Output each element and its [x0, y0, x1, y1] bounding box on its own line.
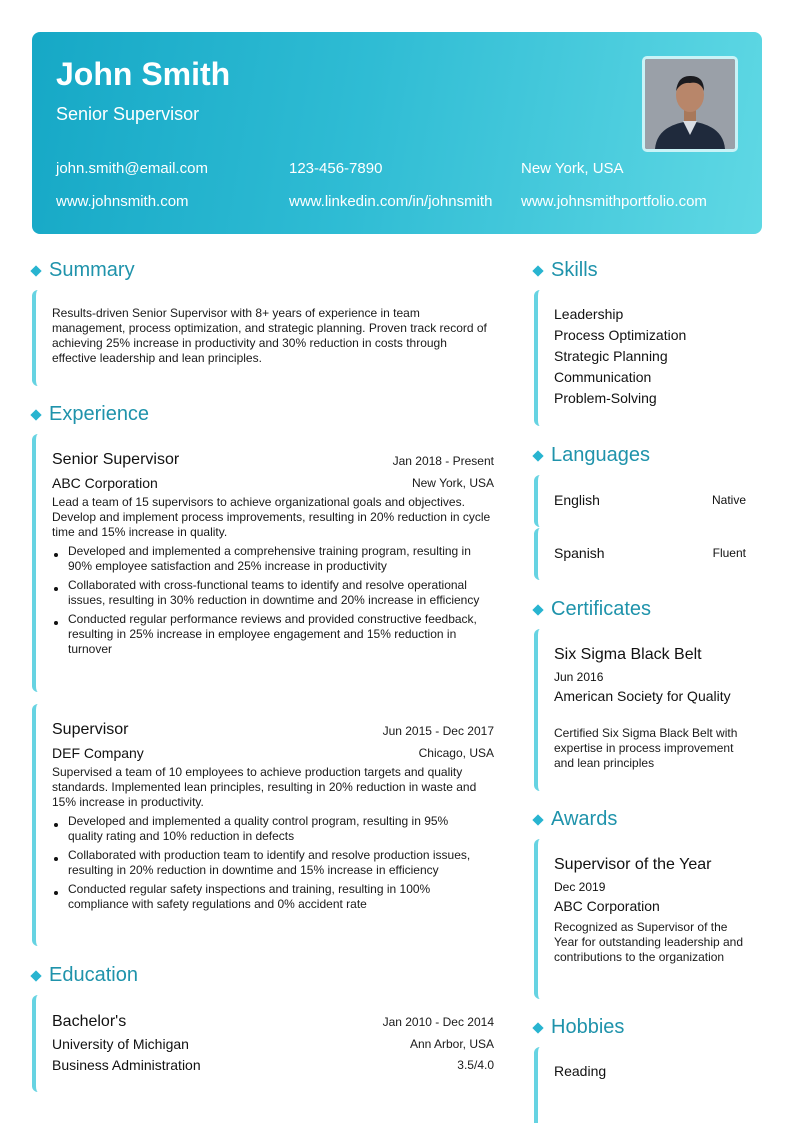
language-item [534, 528, 760, 580]
diamond-bullet-icon [532, 450, 543, 461]
certificate-name: Six Sigma Black Belt [554, 646, 702, 663]
portfolio-link[interactable]: www.johnsmithportfolio.com [521, 193, 707, 210]
experience-item-1 [32, 434, 502, 692]
diamond-bullet-icon [532, 814, 543, 825]
diamond-bullet-icon [532, 604, 543, 615]
achievement-item: Conducted regular safety inspections and training, resulting in 100% compliance with safety regulations and 0% accident rate [52, 882, 482, 912]
award-description: Recognized as Supervisor of the Year for outstanding leadership and contributions to the organization [554, 920, 744, 964]
hobbies-heading [532, 1016, 624, 1039]
job-location: Chicago, USA [418, 746, 494, 760]
diamond-bullet-icon [532, 265, 543, 276]
education-gpa: 3.5/4.0 [457, 1058, 494, 1072]
diamond-bullet-icon [30, 409, 41, 420]
email-link[interactable]: john.smith@email.com [56, 160, 208, 177]
languages-heading-text: Languages [551, 444, 650, 466]
job-location: New York, USA [411, 476, 494, 490]
job-dates: Jan 2018 - Present [392, 454, 494, 468]
profile-photo [642, 56, 738, 152]
achievement-item: Developed and implemented a quality control program, resulting in 95% quality rating and 10% reduction in defects [52, 814, 482, 844]
resume-header [32, 32, 762, 234]
achievement-item: Developed and implemented a comprehensive training program, resulting in 90% employee satisfaction and 25% increase in productivity [52, 544, 482, 574]
job-company: DEF Company [52, 745, 144, 761]
hobbies-block [534, 1047, 760, 1123]
certificates-heading [532, 598, 651, 621]
language-level: Native [711, 493, 746, 507]
experience-heading [30, 403, 149, 426]
candidate-name: John Smith [56, 56, 231, 92]
diamond-bullet-icon [532, 1022, 543, 1033]
experience-item-2 [32, 704, 502, 946]
language-name: English [554, 492, 600, 508]
award-date: Dec 2019 [554, 880, 606, 894]
education-dates: Jan 2010 - Dec 2014 [382, 1015, 494, 1029]
skill-item: Problem-Solving [554, 390, 657, 406]
job-title: Supervisor [52, 721, 129, 738]
summary-text: Results-driven Senior Supervisor with 8+ years of experience in team management, process optimization, and strategic planning. Proven track record of achieving 25% increase in productivity and 30% reduction in costs through effective leadership and lean principles. [52, 306, 487, 365]
languages-heading [532, 444, 650, 467]
certificate-date: Jun 2016 [554, 670, 604, 684]
skill-item: Strategic Planning [554, 348, 668, 364]
education-field: Business Administration [52, 1057, 201, 1073]
hobbies-heading-text: Hobbies [551, 1016, 625, 1038]
certificate-issuer: American Society for Quality [554, 688, 731, 704]
skills-heading [532, 259, 598, 282]
certificate-description: Certified Six Sigma Black Belt with expertise in process improvement and lean principles [554, 726, 738, 770]
language-level: Fluent [712, 546, 746, 560]
skill-item: Communication [554, 369, 652, 385]
location-text: New York, USA [521, 160, 624, 177]
awards-heading-text: Awards [551, 808, 618, 830]
education-school: University of Michigan [52, 1036, 189, 1052]
summary-block [32, 290, 502, 386]
skill-item: Process Optimization [554, 327, 687, 343]
job-title: Senior Supervisor [52, 451, 180, 468]
diamond-bullet-icon [30, 265, 41, 276]
skills-heading-text: Skills [551, 259, 598, 281]
phone-number[interactable]: 123-456-7890 [289, 160, 383, 177]
achievement-item: Conducted regular performance reviews and provided constructive feedback, resulting in 25% increase in employee engagement and 15% reduction in turnover [52, 612, 482, 657]
education-location: Ann Arbor, USA [409, 1037, 494, 1051]
education-degree: Bachelor's [52, 1013, 127, 1030]
profile-photo-icon [645, 59, 735, 149]
job-description: Supervised a team of 10 employees to achieve production targets and quality standards. Implemented lean principles, resulting in 20% reduction in waste and 15% increase in productivity. [52, 765, 477, 809]
certificates-heading-text: Certificates [551, 598, 652, 620]
language-item [534, 475, 760, 527]
skills-block [534, 290, 760, 426]
language-name: Spanish [554, 545, 605, 561]
job-achievements [52, 814, 482, 916]
website-link[interactable]: www.johnsmith.com [56, 193, 189, 210]
summary-heading [30, 259, 135, 282]
experience-heading-text: Experience [49, 403, 150, 425]
job-dates: Jun 2015 - Dec 2017 [382, 724, 494, 738]
job-company: ABC Corporation [52, 475, 158, 491]
awards-heading [532, 808, 617, 831]
candidate-title: Senior Supervisor [56, 104, 200, 124]
certificate-item [534, 629, 760, 791]
job-description: Lead a team of 15 supervisors to achieve organizational goals and objectives. Develop and implement process improvements, resulting in 20% reduction in cycle time and 15% increase in quality. [52, 495, 491, 539]
award-name: Supervisor of the Year [554, 856, 712, 873]
skills-list [554, 304, 686, 409]
linkedin-link[interactable]: www.linkedin.com/in/johnsmith [289, 193, 493, 210]
achievement-item: Collaborated with production team to identify and resolve production issues, resulting in 20% reduction in downtime and 15% increase in efficiency [52, 848, 482, 878]
achievement-item: Collaborated with cross-functional teams to identify and resolve operational issues, resulting in 30% reduction in downtime and 20% increase in efficiency [52, 578, 482, 608]
education-heading [30, 964, 138, 987]
skill-item: Leadership [554, 306, 624, 322]
award-item [534, 839, 760, 999]
hobby-item: Reading [554, 1063, 607, 1079]
education-heading-text: Education [49, 964, 138, 986]
summary-heading-text: Summary [49, 259, 135, 281]
award-issuer: ABC Corporation [554, 898, 660, 914]
education-block [32, 995, 502, 1092]
diamond-bullet-icon [30, 970, 41, 981]
job-achievements [52, 544, 482, 661]
